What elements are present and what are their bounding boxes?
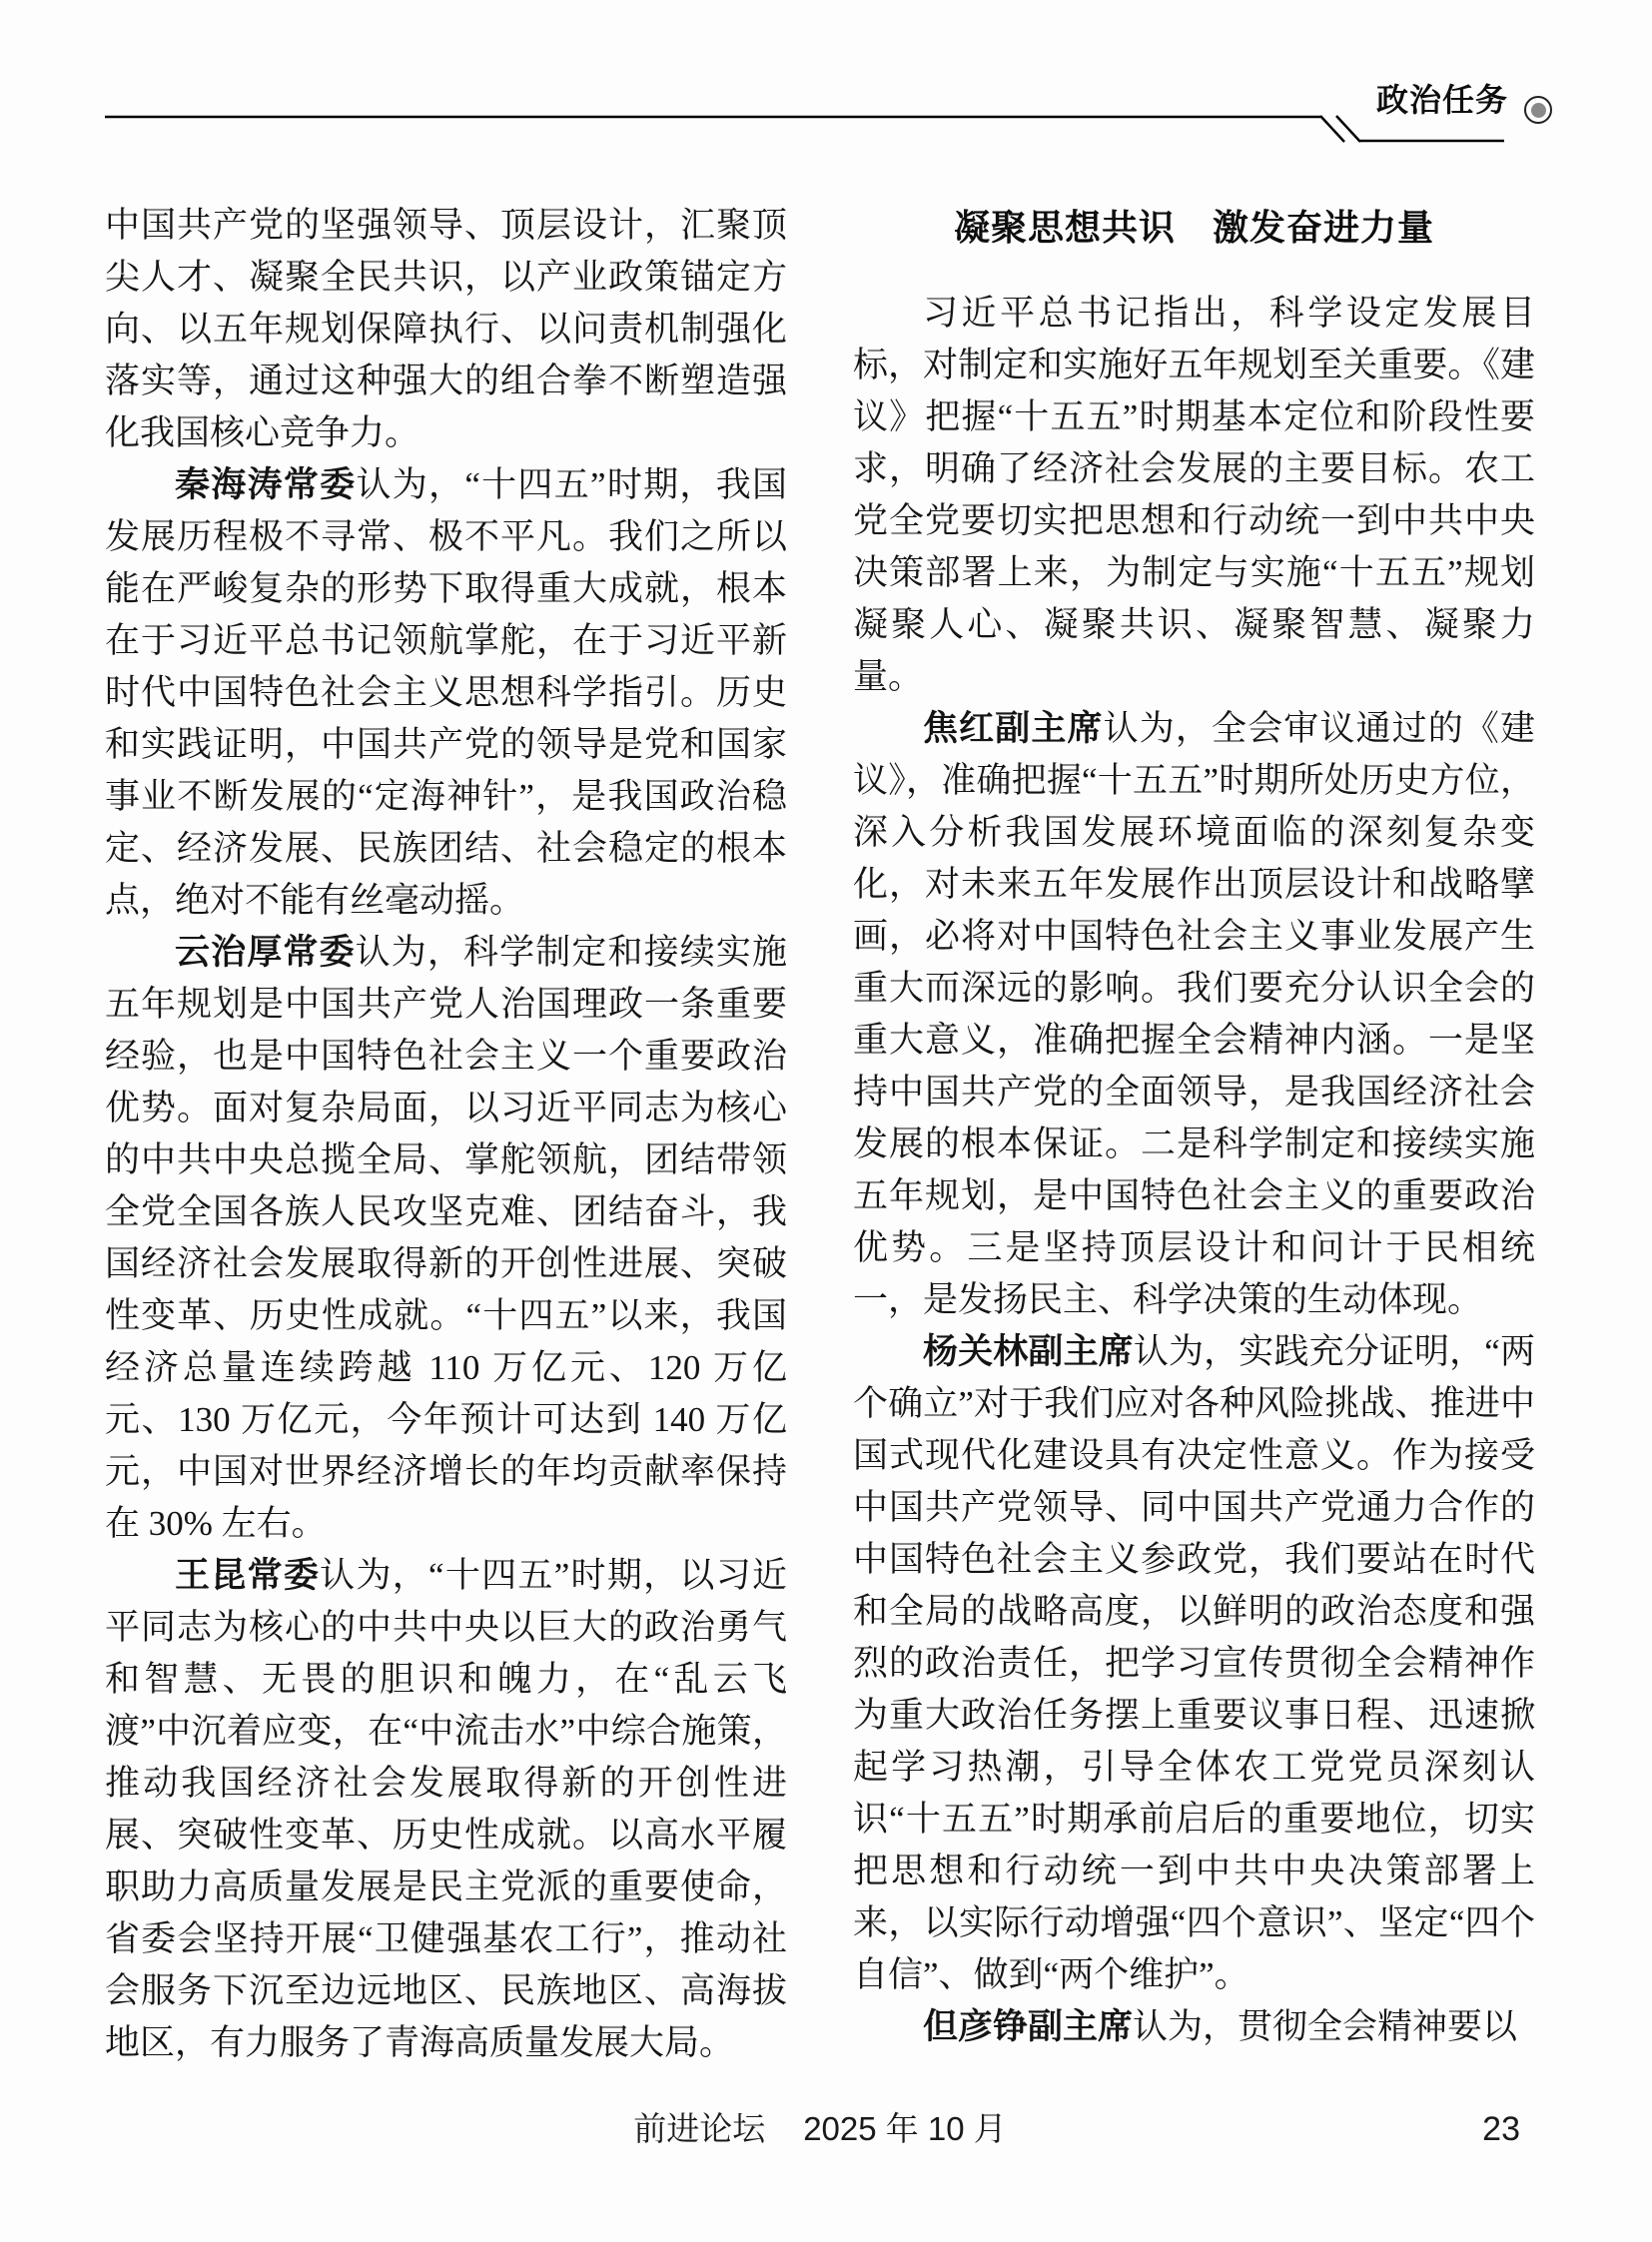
section-heading: 凝聚思想共识 激发奋进力量 bbox=[953, 207, 1434, 248]
speaker-name: 但彦铮副主席 bbox=[923, 2007, 1134, 2046]
left-column bbox=[105, 200, 787, 2069]
paragraph bbox=[105, 1550, 787, 2069]
paragraph bbox=[105, 459, 787, 927]
issue-date: 2025 年 10 月 bbox=[803, 2110, 1007, 2147]
paragraph-text: 认为，实践充分证明，“两个确立”对于我们应对各种风险挑战、推进中国式现代化建设具有决定性意义。作为接受中国共产党领导、同中国共产党通力合作的中国特色社会主义参政党，我们要站在时代和全局的战略高度，以鲜明的政治态度和强烈的政治责任，把学习宣传贯彻全会精神作为重大政治任务摆上重要议事日程、迅速掀起学习热潮，引导全体农工党党员深刻认识“十五五”时期承前启后的重要地位，切实把思想和行动统一到中共中央决策部署上来，以实际行动增强“四个意识”、坚定“四个自信”、做到“两个维护”。 bbox=[853, 1332, 1535, 1994]
right-column bbox=[853, 200, 1535, 2069]
paragraph-text: 认为，全会审议通过的《建议》，准确把握“十五五”时期所处历史方位，深入分析我国发展环境面临的深刻复杂变化，对未来五年发展作出顶层设计和战略擘画，必将对中国特色社会主义事业发展产生重大而深远的影响。我们要充分认识全会的重大意义，准确把握全会精神内涵。一是坚持中国共产党的全面领导，是我国经济社会发展的根本保证。二是科学制定和接续实施五年规划，是中国特色社会主义的重要政治优势。三是坚持顶层设计和问计于民相统一，是发扬民主、科学决策的生动体现。 bbox=[853, 709, 1535, 1319]
speaker-name: 秦海涛常委 bbox=[175, 465, 357, 504]
paragraph bbox=[853, 288, 1535, 703]
paragraph bbox=[853, 703, 1535, 1326]
speaker-name: 杨关林副主席 bbox=[923, 1332, 1134, 1371]
page-number: 23 bbox=[1482, 2110, 1520, 2148]
speaker-name: 云治厚常委 bbox=[175, 933, 356, 972]
speaker-name: 焦红副主席 bbox=[923, 709, 1104, 748]
paragraph-continuation bbox=[105, 200, 787, 459]
footer-journal-date bbox=[105, 2109, 1535, 2149]
paragraph-text: 习近平总书记指出，科学设定发展目标，对制定和实施好五年规划至关重要。《建议》把握“十五五”时期基本定位和阶段性要求，明确了经济社会发展的主要目标。农工党全党要切实把思想和行动统一到中共中央决策部署上来，为制定与实施“十五五”规划凝聚人心、凝聚共识、凝聚智慧、凝聚力量。 bbox=[853, 294, 1535, 696]
article-body bbox=[105, 200, 1535, 2069]
speaker-name: 王昆常委 bbox=[175, 1556, 321, 1595]
paragraph-text: 中国共产党的坚强领导、顶层设计，汇聚顶尖人才、凝聚全民共识，以产业政策锚定方向、以五年规划保障执行、以问责机制强化落实等，通过这种强大的组合拳不断塑造强化我国核心竞争力。 bbox=[105, 206, 787, 452]
paragraph bbox=[853, 2001, 1535, 2053]
paragraph-text: 认为，贯彻全会精神要以 bbox=[1133, 2007, 1518, 2046]
paragraph-text: 认为，科学制定和接续实施五年规划是中国共产党人治国理政一条重要经验，也是中国特色社会主义一个重要政治优势。面对复杂局面，以习近平同志为核心的中共中央总揽全局、掌舵领航，团结带领全党全国各族人民攻坚克难、团结奋斗，我国经济社会发展取得新的开创性进展、突破性变革、历史性成就。“十四五”以来，我国经济总量连续跨越 110 万亿元、120 万亿元、130 万亿元，今年预计可达到 140 万亿元，中国对世界经济增长的年均贡献率保持在 30% 左右。 bbox=[105, 933, 787, 1543]
paragraph-text: 认为，“十四五”时期，以习近平同志为核心的中共中央以巨大的政治勇气和智慧、无畏的胆识和魄力，在“乱云飞渡”中沉着应变，在“中流击水”中综合施策，推动我国经济社会发展取得新的开创性进展、突破性变革、历史性成就。以高水平履职助力高质量发展是民主党派的重要使命，省委会坚持开展“卫健强基农工行”，推动社会服务下沉至边远地区、民族地区、高海拔地区，有力服务了青海高质量发展大局。 bbox=[105, 1556, 787, 2062]
journal-name: 前进论坛 bbox=[633, 2110, 766, 2147]
section-label: 政治任务 bbox=[1376, 82, 1509, 118]
paragraph-text: 认为，“十四五”时期，我国发展历程极不寻常、极不平凡。我们之所以能在严峻复杂的形势下取得重大成就，根本在于习近平总书记领航掌舵，在于习近平新时代中国特色社会主义思想科学指引。历史和实践证明，中国共产党的领导是党和国家事业不断发展的“定海神针”，是我国政治稳定、经济发展、民族团结、社会稳定的根本点，绝对不能有丝毫动摇。 bbox=[105, 465, 787, 920]
bullseye-inner-dot bbox=[1531, 103, 1546, 118]
bullseye-icon bbox=[1524, 96, 1552, 124]
paragraph bbox=[105, 927, 787, 1550]
paragraph bbox=[853, 1326, 1535, 2001]
